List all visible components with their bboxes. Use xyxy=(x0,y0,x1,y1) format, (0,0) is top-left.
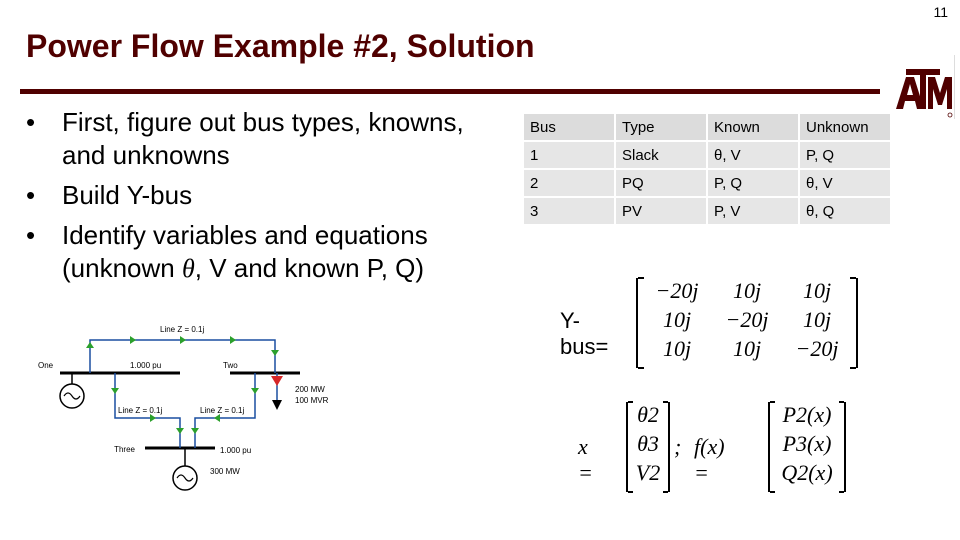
table-row xyxy=(524,170,890,196)
x-vector xyxy=(626,402,670,492)
vector-cell: P2(x) xyxy=(782,402,832,427)
slide-title: Power Flow Example #2, Solution xyxy=(26,28,535,64)
three-bus-diagram xyxy=(30,318,350,508)
bus-two-label: Two xyxy=(223,361,238,370)
table-cell: Slack xyxy=(616,142,706,168)
load-arrow xyxy=(271,376,283,386)
ybus-matrix xyxy=(636,278,858,368)
x-label: x = xyxy=(578,434,593,485)
matrix-cell: 10j xyxy=(732,278,762,303)
table-header-cell: Bus xyxy=(524,114,614,140)
bullet-text-pre: Identify variables and equations (unknown xyxy=(62,220,428,283)
tamu-logo xyxy=(890,55,956,121)
table-cell: θ, V xyxy=(708,142,798,168)
matrix-cell: −20j xyxy=(725,307,769,332)
matrix-cell: −20j xyxy=(795,336,839,361)
page-number: 11 xyxy=(933,4,948,20)
vector-cell: V2 xyxy=(635,460,661,485)
vector-cell: θ3 xyxy=(637,431,659,456)
table-cell: 1 xyxy=(524,142,614,168)
line-top-label: Line Z = 0.1j xyxy=(160,325,205,334)
separator: ; xyxy=(674,434,682,459)
title-rule xyxy=(20,89,880,94)
bullet-item xyxy=(22,219,492,285)
bus-one-voltage: 1.000 pu xyxy=(130,361,162,370)
vector-cell: Q2(x) xyxy=(781,460,833,485)
line-left-label: Line Z = 0.1j xyxy=(118,406,163,415)
matrix-cell: 10j xyxy=(662,307,692,332)
line-right-label: Line Z = 0.1j xyxy=(200,406,245,415)
matrix-cell: 10j xyxy=(662,336,692,361)
bus-three-voltage: 1.000 pu xyxy=(220,446,252,455)
bullet-item: • Build Y-bus xyxy=(22,179,492,212)
vector-cell: θ2 xyxy=(637,402,659,427)
bullet-text-post: , V and known P, Q) xyxy=(194,253,425,283)
load-arrow-head xyxy=(272,400,282,410)
ybus-label: Y-bus= xyxy=(560,308,609,359)
tamu-logo-mark xyxy=(892,61,954,121)
bullet-list xyxy=(22,106,492,292)
table-cell: θ, V xyxy=(800,170,890,196)
table-header-cell: Unknown xyxy=(800,114,890,140)
table-cell: P, Q xyxy=(708,170,798,196)
bus-type-table xyxy=(522,112,892,226)
f-vector xyxy=(768,402,846,492)
table-cell: 2 xyxy=(524,170,614,196)
matrix-cell: −20j xyxy=(655,278,699,303)
gen-three-mw-label: 300 MW xyxy=(210,467,240,476)
table-cell: PV xyxy=(616,198,706,224)
table-header-row xyxy=(524,114,890,140)
load-mw-label: 200 MW xyxy=(295,385,325,394)
table-header-cell: Type xyxy=(616,114,706,140)
table-cell: P, Q xyxy=(800,142,890,168)
load-mvr-label: 100 MVR xyxy=(295,396,329,405)
table-cell: PQ xyxy=(616,170,706,196)
line-one-two xyxy=(90,340,275,373)
table-cell: P, V xyxy=(708,198,798,224)
table-row xyxy=(524,198,890,224)
table-cell: 3 xyxy=(524,198,614,224)
bus-three-label: Three xyxy=(114,445,135,454)
table-cell: θ, Q xyxy=(800,198,890,224)
matrix-cell: 10j xyxy=(802,278,832,303)
matrix-cell: 10j xyxy=(732,336,762,361)
bullet-item: • First, figure out bus types, knowns, and unknowns xyxy=(22,106,492,172)
theta-symbol: θ xyxy=(181,254,195,283)
table-header-cell: Known xyxy=(708,114,798,140)
f-label: f(x) = xyxy=(694,434,725,485)
vector-cell: P3(x) xyxy=(782,431,832,456)
matrix-cell: 10j xyxy=(802,307,832,332)
bus-one-label: One xyxy=(38,361,54,370)
table-row xyxy=(524,142,890,168)
